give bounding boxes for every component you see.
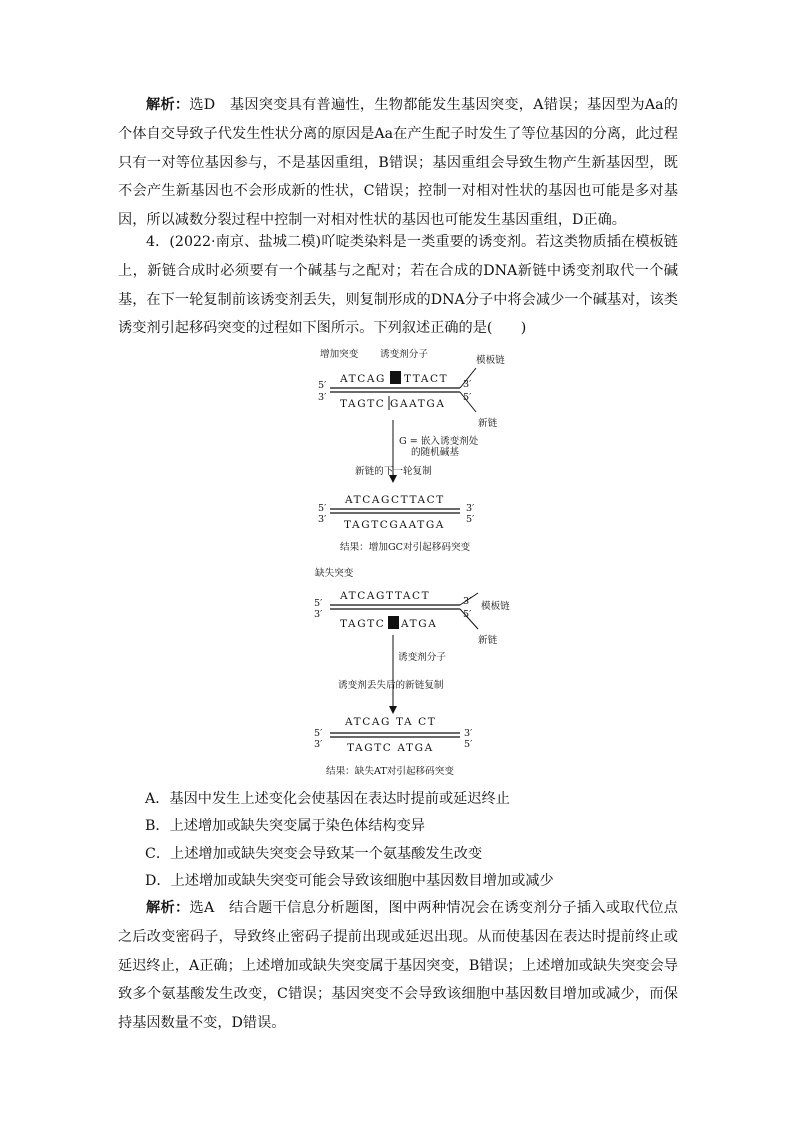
template-strand-label: 模板链 (476, 355, 505, 366)
explanation-text: 选A 结合题干信息分析题图，图中两种情况会在诱变剂分子插入或取代位点之后改变密码子，导致终止密码子提前出现或延迟出现。从而使基因在表达时提前终止或延迟终止，A正确；上述增加或缺失突变属于基因突变，B错误；上述增加或缺失突变会导致多个氨基酸发生改变，C错误；基因突变不会导致该细胞中基因数目增加或减少，而保持基因数量不变，D错误。 (118, 900, 678, 1032)
option-b: B．上述增加或缺失突变属于染色体结构变异 (145, 818, 425, 834)
new-strand-label: 新链 (478, 635, 498, 646)
product-seq-bottom: TAGTCGAATGA (344, 519, 445, 531)
arrow-head-2 (389, 706, 397, 714)
bottom-arrow-label: 诱变剂丢失后的新链复制 (338, 680, 444, 691)
three-prime-label: 3′ (318, 392, 327, 403)
mutagen-label-bottom: 诱变剂分子 (398, 652, 446, 663)
option-c: C．上述增加或缺失突变会导致某一个氨基酸发生改变 (145, 846, 483, 862)
mutation-diagram (300, 340, 530, 790)
five-prime-label: 5′ (463, 392, 472, 403)
five-prime-label: 5′ (318, 503, 327, 514)
three-prime-label: 3′ (318, 514, 327, 525)
five-prime-label: 5′ (318, 380, 327, 391)
previous-explanation (118, 91, 678, 235)
three-prime-label: 3′ (314, 609, 323, 620)
explanation-label: 解析： (146, 900, 190, 916)
option-d: D．上述增加或缺失突变可能会导致该细胞中基因数目增加或减少 (145, 873, 554, 889)
five-prime-label: 5′ (466, 514, 475, 525)
template-seq-right: TTACT (404, 373, 449, 385)
question-4 (118, 228, 678, 343)
deletion-result: 结果：缺失AT对引起移码突变 (326, 766, 454, 777)
option-a: A．基因中发生上述变化会使基因在表达时提前或延迟终止 (145, 791, 510, 807)
five-prime-label: 5′ (314, 728, 323, 739)
three-prime-label: 3′ (463, 379, 472, 390)
three-prime-label: 3′ (466, 503, 475, 514)
mutagen-replacing-base-block (388, 616, 399, 629)
three-prime-label: 3′ (314, 739, 323, 750)
five-prime-label: 5′ (314, 598, 323, 609)
answer-explanation (118, 894, 678, 1038)
g-note-line2: 的随机碱基 (411, 447, 459, 458)
deletion-new-seq-left: TAGTC (340, 618, 386, 630)
three-prime-label: 3′ (463, 596, 472, 607)
deletion-new-seq-right: ATGA (401, 618, 438, 630)
deletion-template-seq: ATCAGTTACT (340, 590, 431, 602)
frameshift-mutation-figure (300, 340, 530, 790)
five-prime-label: 5′ (464, 739, 473, 750)
question-number: 4． (146, 234, 170, 250)
mutagen-molecule-block (390, 371, 401, 384)
template-strand-label: 模板链 (481, 601, 510, 612)
deletion-product-seq-top: ATCAG TA CT (345, 716, 437, 728)
five-prime-label: 5′ (463, 609, 472, 620)
explanation-text: 选D 基因突变具有普遍性，生物都能发生基因突变，A错误；基因型为Aa的个体自交导致子代发生性状分离的原因是Aa在产生配子时发生了等位基因的分离，此过程只有一对等位基因参与，不是基因重组，B错误；基因重组会导致生物产生新基因型，既不会产生新基因也不会形成新的性状，C错误；控制一对相对性状的基因也可能是多对基因，所以减数分裂过程中控制一对相对性状的基因也可能发生基因重组，D正确。 (118, 97, 678, 229)
deletion-title: 缺失突变 (315, 568, 354, 579)
mutagen-label-top: 诱变剂分子 (380, 349, 428, 360)
question-text: (2022·南京、盐城二模)吖啶类染料是一类重要的诱变剂。若这类物质插在模板链上，新链合成时必须要有一个碱基与之配对；若在合成的DNA新链中诱变剂取代一个碱基，在下一轮复制前该诱变剂丢失，则复制形成的DNA分子中将会减少一个碱基对，该类诱变剂引起移码突变的过程如下图所示。下列叙述正确的是( ) (118, 234, 678, 337)
new-seq-right: GAATGA (390, 398, 446, 410)
template-seq-left: ATCAG (340, 373, 387, 385)
three-prime-label: 3′ (464, 728, 473, 739)
product-seq-top: ATCAGCTTACT (345, 494, 445, 506)
insertion-result: 结果：增加GC对引起移码突变 (340, 542, 471, 553)
explanation-label: 解析： (146, 97, 190, 113)
insertion-title: 增加突变 (320, 349, 359, 360)
top-arrow-label: 新链的下一轮复制 (355, 466, 432, 477)
new-strand-label: 新链 (478, 418, 498, 429)
g-note-line1: G = 嵌入诱变剂处 (399, 436, 479, 447)
new-seq-left: TAGTC (340, 398, 386, 410)
deletion-product-seq-bottom: TAGTC ATGA (347, 742, 434, 754)
